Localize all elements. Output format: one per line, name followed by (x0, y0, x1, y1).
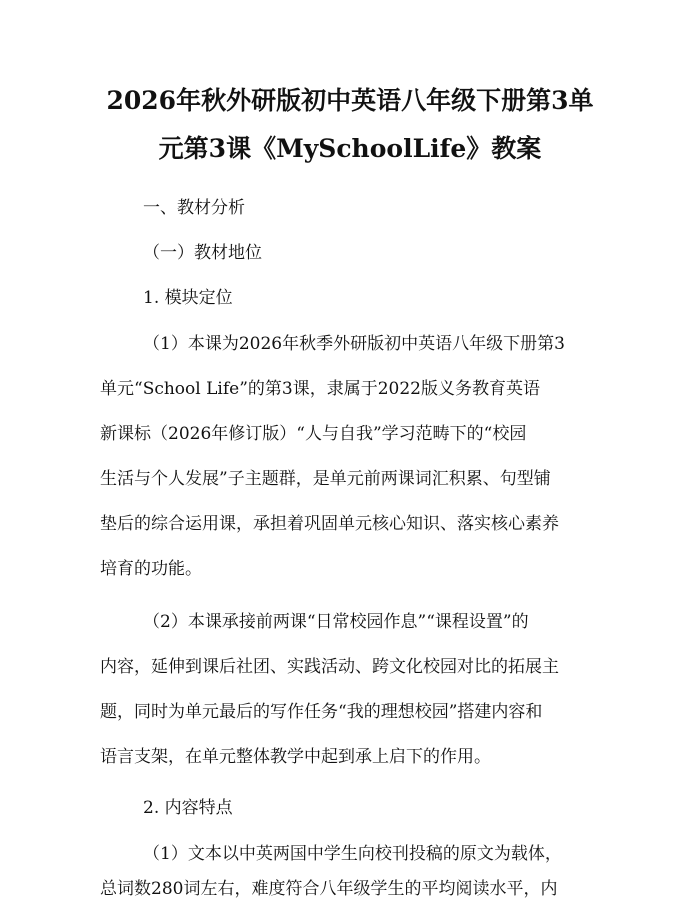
paragraph-line: （2）本课承接前两课“日常校园作息”“课程设置”的 (143, 612, 529, 632)
paragraph-line: 语言支架，在单元整体教学中起到承上启下的作用。 (100, 747, 491, 767)
paragraph-line: 培育的功能。 (100, 559, 202, 579)
paragraph-line: 单元“School Life”的第3课，隶属于2022版义务教育英语 (100, 379, 540, 399)
paragraph-line: 生活与个人发展”子主题群，是单元前两课词汇积累、句型铺 (100, 469, 551, 489)
paragraph-line: 内容，延伸到课后社团、实践活动、跨文化校园对比的拓展主 (100, 657, 559, 677)
document-title-line-2: 元第3课《MySchoolLife》教案 (158, 134, 542, 163)
paragraph-line: （1）文本以中英两国中学生向校刊投稿的原文为载体， (143, 844, 562, 864)
paragraph-line: 新课标（2026年修订版）“人与自我”学习范畴下的“校园 (100, 424, 527, 444)
item-heading-content-features: 2. 内容特点 (143, 798, 233, 818)
paragraph-line: 题，同时为单元最后的写作任务“我的理想校园”搭建内容和 (100, 702, 543, 722)
document-title-line-1: 2026年秋外研版初中英语八年级下册第3单 (106, 86, 594, 115)
paragraph-line: 总词数280词左右，难度符合八年级学生的平均阅读水平，内 (100, 879, 558, 899)
paragraph-line: （1）本课为2026年秋季外研版初中英语八年级下册第3 (143, 334, 565, 354)
item-heading-module-position: 1. 模块定位 (143, 288, 233, 308)
subsection-heading-material-status: （一）教材地位 (143, 243, 262, 263)
section-heading-teaching-material-analysis: 一、教材分析 (143, 198, 245, 218)
paragraph-line: 垫后的综合运用课，承担着巩固单元核心知识、落实核心素养 (100, 514, 559, 534)
